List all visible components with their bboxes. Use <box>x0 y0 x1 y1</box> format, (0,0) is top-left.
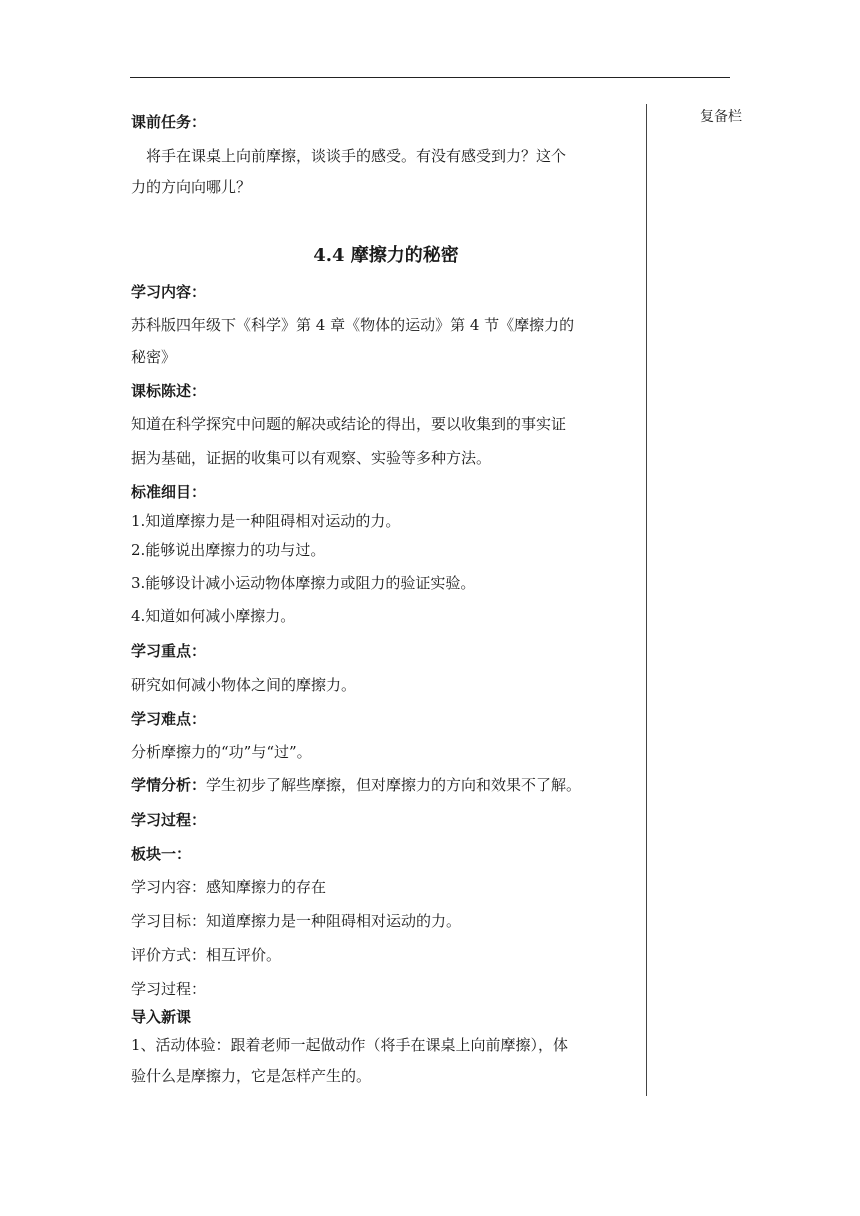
details-item-4: 4.知道如何减小摩擦力。 <box>131 607 296 625</box>
standard-line-2: 据为基础，证据的收集可以有观察、实验等多种方法。 <box>131 449 492 467</box>
intro-line-1: 1、活动体验：跟着老师一起做动作（将手在课桌上向前摩擦），体 <box>131 1036 569 1054</box>
review-column-label: 复备栏 <box>700 109 742 125</box>
details-item-1: 1.知道摩擦力是一种阻碍相对运动的力。 <box>131 512 401 530</box>
details-item-3: 3.能够设计减小运动物体摩擦力或阻力的验证实验。 <box>131 574 476 592</box>
difficulty-heading: 学习难点： <box>131 710 207 728</box>
block1-goal: 学习目标：知道摩擦力是一种阻碍相对运动的力。 <box>131 912 462 930</box>
analysis-heading: 学情分析： <box>131 776 207 794</box>
block1-content: 学习内容：感知摩擦力的存在 <box>131 878 327 896</box>
block1-heading: 板块一： <box>131 845 192 863</box>
standard-line-1: 知道在科学探究中问题的解决或结论的得出，要以收集到的事实证 <box>131 415 567 433</box>
block1-process: 学习过程： <box>131 980 207 998</box>
analysis-text: 学生初步了解些摩擦，但对摩擦力的方向和效果不了解。 <box>206 776 582 794</box>
content-heading: 学习内容： <box>131 283 207 301</box>
key-point-text: 研究如何减小物体之间的摩擦力。 <box>131 676 357 694</box>
margin-column-divider <box>646 104 647 1096</box>
content-line-2: 秘密》 <box>131 348 177 366</box>
difficulty-text: 分析摩擦力的“功”与“过”。 <box>131 743 312 761</box>
key-point-heading: 学习重点： <box>131 642 207 660</box>
pre-task-line-1: 将手在课桌上向前摩擦，谈谈手的感受。有没有感受到力？这个 <box>131 147 567 165</box>
block1-evaluation: 评价方式：相互评价。 <box>131 946 282 964</box>
intro-line-2: 验什么是摩擦力，它是怎样产生的。 <box>131 1067 372 1085</box>
page-title: 4.4 摩擦力的秘密 <box>313 245 459 266</box>
standard-heading: 课标陈述： <box>131 382 207 400</box>
pre-task-line-2: 力的方向向哪儿？ <box>131 178 252 196</box>
details-item-2: 2.能够说出摩擦力的功与过。 <box>131 541 326 559</box>
details-heading: 标准细目： <box>131 483 207 501</box>
header-rule <box>130 77 730 78</box>
intro-heading: 导入新课 <box>131 1008 192 1026</box>
analysis-line <box>131 775 581 795</box>
pre-task-heading: 课前任务： <box>131 113 207 131</box>
content-line-1: 苏科版四年级下《科学》第 4 章《物体的运动》第 4 节《摩擦力的 <box>131 316 575 334</box>
process-heading: 学习过程： <box>131 811 207 829</box>
